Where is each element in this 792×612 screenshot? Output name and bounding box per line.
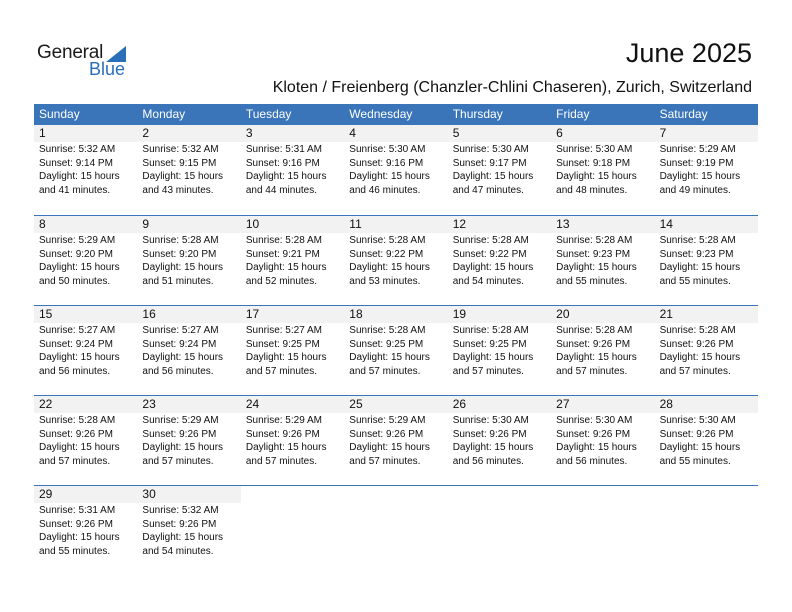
daylight-hours: Daylight: 15 hours [142, 262, 224, 273]
daylight-hours: Daylight: 15 hours [452, 352, 534, 363]
day-info [137, 233, 240, 288]
daylight-minutes: and 55 minutes. [39, 545, 111, 557]
sunset-time: Sunset: 9:19 PM [659, 157, 734, 169]
daylight-hours: Daylight: 15 hours [349, 262, 430, 273]
day-cell [448, 306, 551, 395]
daylight-hours: Daylight: 15 hours [349, 352, 430, 363]
daylight-hours: Daylight: 15 hours [556, 352, 637, 363]
sunrise-time: Sunrise: 5:29 AM [659, 144, 736, 155]
daylight-hours: Daylight: 15 hours [659, 352, 741, 363]
day-number: 30 [137, 486, 240, 503]
calendar-week-row [34, 395, 758, 485]
daylight-minutes: and 57 minutes. [245, 365, 318, 377]
sunset-time: Sunset: 9:15 PM [142, 157, 217, 169]
empty-day-cell [655, 486, 758, 575]
day-info [344, 323, 447, 378]
day-number: 26 [448, 396, 551, 413]
sunrise-time: Sunrise: 5:28 AM [556, 235, 633, 246]
sunset-time: Sunset: 9:17 PM [452, 157, 527, 169]
daylight-minutes: and 55 minutes. [556, 275, 628, 287]
day-cell [137, 125, 240, 215]
daylight-hours: Daylight: 15 hours [659, 442, 741, 453]
daylight-minutes: and 56 minutes. [39, 365, 111, 377]
day-info [551, 413, 654, 468]
day-number: 3 [241, 125, 344, 142]
weekday-thursday: Thursday [452, 107, 503, 121]
daylight-hours: Daylight: 15 hours [39, 442, 120, 453]
sunrise-time: Sunrise: 5:30 AM [556, 415, 633, 426]
day-number: 4 [344, 125, 447, 142]
day-cell [551, 306, 654, 395]
daylight-minutes: and 56 minutes. [142, 365, 214, 377]
sunset-time: Sunset: 9:25 PM [452, 338, 527, 350]
daylight-hours: Daylight: 15 hours [39, 171, 120, 182]
calendar-week-row [34, 305, 758, 395]
day-number: 2 [137, 125, 240, 142]
day-cell [448, 216, 551, 305]
day-number: 13 [551, 216, 654, 233]
day-number: 19 [448, 306, 551, 323]
day-cell [344, 306, 447, 395]
daylight-minutes: and 57 minutes. [349, 455, 421, 467]
sunrise-time: Sunrise: 5:29 AM [349, 415, 426, 426]
sunrise-time: Sunrise: 5:28 AM [556, 325, 633, 336]
day-cell [34, 125, 137, 215]
day-number: 10 [241, 216, 344, 233]
day-info [241, 233, 344, 288]
daylight-minutes: and 55 minutes. [659, 275, 731, 287]
empty-day-cell [551, 486, 654, 575]
day-info [655, 142, 758, 197]
daylight-hours: Daylight: 15 hours [39, 262, 120, 273]
daylight-hours: Daylight: 15 hours [245, 171, 327, 182]
daylight-minutes: and 47 minutes. [452, 184, 524, 196]
day-cell [655, 125, 758, 215]
daylight-hours: Daylight: 15 hours [142, 171, 224, 182]
day-info [448, 142, 551, 197]
weekday-saturday: Saturday [659, 107, 708, 121]
day-cell [241, 125, 344, 215]
daylight-minutes: and 43 minutes. [142, 184, 214, 196]
daylight-hours: Daylight: 15 hours [142, 352, 224, 363]
day-number: 9 [137, 216, 240, 233]
sunset-time: Sunset: 9:25 PM [349, 338, 424, 350]
day-cell [551, 216, 654, 305]
day-number: 28 [655, 396, 758, 413]
location-subtitle: Kloten / Freienberg (Chanzler-Chlini Chaseren), Zurich, Switzerland [272, 79, 752, 96]
day-number: 24 [241, 396, 344, 413]
daylight-hours: Daylight: 15 hours [556, 171, 637, 182]
day-info [448, 233, 551, 288]
logo-general-text: General [37, 42, 104, 63]
sunset-time: Sunset: 9:24 PM [39, 338, 113, 350]
daylight-hours: Daylight: 15 hours [39, 352, 120, 363]
daylight-hours: Daylight: 15 hours [452, 171, 534, 182]
sunrise-time: Sunrise: 5:29 AM [245, 415, 322, 426]
day-number: 18 [344, 306, 447, 323]
day-cell [448, 125, 551, 215]
page-title: June 2025 [625, 38, 752, 68]
calendar-week-row [34, 485, 758, 575]
daylight-hours: Daylight: 15 hours [349, 442, 430, 453]
day-cell [241, 306, 344, 395]
day-info [137, 142, 240, 197]
day-cell [551, 125, 654, 215]
day-info [344, 142, 447, 197]
sunset-time: Sunset: 9:26 PM [39, 518, 113, 530]
day-number: 22 [34, 396, 137, 413]
sunset-time: Sunset: 9:26 PM [659, 338, 734, 350]
daylight-minutes: and 57 minutes. [349, 365, 421, 377]
empty-day-cell [344, 486, 447, 575]
day-cell [137, 216, 240, 305]
sunset-time: Sunset: 9:23 PM [556, 248, 631, 260]
day-number: 14 [655, 216, 758, 233]
daylight-minutes: and 57 minutes. [452, 365, 524, 377]
daylight-minutes: and 50 minutes. [39, 275, 111, 287]
sunrise-time: Sunrise: 5:30 AM [452, 415, 529, 426]
day-cell [34, 306, 137, 395]
daylight-hours: Daylight: 15 hours [452, 442, 534, 453]
day-info [34, 233, 137, 288]
sunrise-time: Sunrise: 5:32 AM [39, 144, 116, 155]
sunrise-time: Sunrise: 5:30 AM [556, 144, 633, 155]
sunset-time: Sunset: 9:26 PM [556, 338, 631, 350]
day-cell [34, 396, 137, 485]
sunset-time: Sunset: 9:26 PM [556, 428, 631, 440]
daylight-hours: Daylight: 15 hours [556, 442, 637, 453]
day-number: 21 [655, 306, 758, 323]
day-number: 25 [344, 396, 447, 413]
sunset-time: Sunset: 9:16 PM [245, 157, 320, 169]
sunset-time: Sunset: 9:16 PM [349, 157, 424, 169]
day-cell [655, 396, 758, 485]
generalblue-logo [37, 42, 137, 82]
day-cell [655, 306, 758, 395]
daylight-hours: Daylight: 15 hours [142, 532, 224, 543]
day-cell [655, 216, 758, 305]
sunset-time: Sunset: 9:26 PM [39, 428, 113, 440]
day-number: 15 [34, 306, 137, 323]
day-number: 23 [137, 396, 240, 413]
day-info [344, 233, 447, 288]
weekday-sunday: Sunday [39, 107, 80, 121]
daylight-minutes: and 46 minutes. [349, 184, 421, 196]
sunrise-time: Sunrise: 5:30 AM [349, 144, 426, 155]
day-number: 29 [34, 486, 137, 503]
sunrise-time: Sunrise: 5:29 AM [39, 235, 116, 246]
daylight-minutes: and 56 minutes. [452, 455, 524, 467]
sunset-time: Sunset: 9:21 PM [245, 248, 320, 260]
day-info [551, 142, 654, 197]
daylight-hours: Daylight: 15 hours [452, 262, 534, 273]
daylight-hours: Daylight: 15 hours [245, 352, 327, 363]
day-info [241, 413, 344, 468]
daylight-minutes: and 57 minutes. [245, 455, 318, 467]
daylight-minutes: and 44 minutes. [245, 184, 318, 196]
weeks-container [34, 125, 758, 575]
day-cell [344, 125, 447, 215]
sunset-time: Sunset: 9:18 PM [556, 157, 631, 169]
day-info [448, 413, 551, 468]
sunset-time: Sunset: 9:26 PM [659, 428, 734, 440]
sunset-time: Sunset: 9:25 PM [245, 338, 320, 350]
day-cell [551, 396, 654, 485]
day-number: 11 [344, 216, 447, 233]
daylight-hours: Daylight: 15 hours [245, 262, 327, 273]
day-cell [137, 306, 240, 395]
day-info [344, 413, 447, 468]
day-number: 16 [137, 306, 240, 323]
daylight-minutes: and 48 minutes. [556, 184, 628, 196]
sunset-time: Sunset: 9:22 PM [452, 248, 527, 260]
daylight-minutes: and 53 minutes. [349, 275, 421, 287]
daylight-hours: Daylight: 15 hours [659, 262, 741, 273]
sunset-time: Sunset: 9:26 PM [349, 428, 424, 440]
day-info [34, 413, 137, 468]
day-number: 5 [448, 125, 551, 142]
sunrise-time: Sunrise: 5:32 AM [142, 144, 219, 155]
empty-day-cell [241, 486, 344, 575]
weekday-monday: Monday [142, 107, 186, 121]
sunset-time: Sunset: 9:23 PM [659, 248, 734, 260]
calendar-grid [34, 104, 758, 575]
day-number: 12 [448, 216, 551, 233]
sunrise-time: Sunrise: 5:28 AM [142, 235, 219, 246]
sunrise-time: Sunrise: 5:29 AM [142, 415, 219, 426]
sunset-time: Sunset: 9:20 PM [142, 248, 217, 260]
day-info [137, 503, 240, 558]
daylight-minutes: and 57 minutes. [659, 365, 731, 377]
day-info [34, 323, 137, 378]
sunrise-time: Sunrise: 5:28 AM [659, 235, 736, 246]
day-info [655, 323, 758, 378]
day-info [655, 413, 758, 468]
day-number: 27 [551, 396, 654, 413]
day-info [448, 323, 551, 378]
daylight-minutes: and 49 minutes. [659, 184, 731, 196]
sunset-time: Sunset: 9:20 PM [39, 248, 113, 260]
sunrise-time: Sunrise: 5:28 AM [452, 235, 529, 246]
daylight-minutes: and 52 minutes. [245, 275, 318, 287]
day-info [241, 142, 344, 197]
day-number: 6 [551, 125, 654, 142]
daylight-minutes: and 54 minutes. [142, 545, 214, 557]
sunrise-time: Sunrise: 5:28 AM [245, 235, 322, 246]
day-cell [137, 486, 240, 575]
sunset-time: Sunset: 9:26 PM [142, 518, 217, 530]
day-info [551, 323, 654, 378]
sunrise-time: Sunrise: 5:28 AM [349, 325, 426, 336]
sunset-time: Sunset: 9:22 PM [349, 248, 424, 260]
day-cell [344, 216, 447, 305]
sunrise-time: Sunrise: 5:30 AM [452, 144, 529, 155]
daylight-minutes: and 54 minutes. [452, 275, 524, 287]
daylight-minutes: and 56 minutes. [556, 455, 628, 467]
sunrise-time: Sunrise: 5:28 AM [659, 325, 736, 336]
daylight-minutes: and 57 minutes. [142, 455, 214, 467]
day-info [137, 323, 240, 378]
sunrise-time: Sunrise: 5:30 AM [659, 415, 736, 426]
day-cell [448, 396, 551, 485]
daylight-minutes: and 41 minutes. [39, 184, 111, 196]
day-info [137, 413, 240, 468]
day-number: 20 [551, 306, 654, 323]
daylight-hours: Daylight: 15 hours [556, 262, 637, 273]
daylight-minutes: and 51 minutes. [142, 275, 214, 287]
sunrise-time: Sunrise: 5:28 AM [39, 415, 116, 426]
sunrise-time: Sunrise: 5:31 AM [39, 505, 116, 516]
day-number: 8 [34, 216, 137, 233]
sunrise-time: Sunrise: 5:27 AM [142, 325, 219, 336]
day-info [551, 233, 654, 288]
calendar-week-row [34, 215, 758, 305]
day-number: 1 [34, 125, 137, 142]
sunrise-time: Sunrise: 5:28 AM [349, 235, 426, 246]
day-cell [344, 396, 447, 485]
day-cell [137, 396, 240, 485]
sunset-time: Sunset: 9:26 PM [142, 428, 217, 440]
sunrise-time: Sunrise: 5:31 AM [245, 144, 322, 155]
sunset-time: Sunset: 9:26 PM [452, 428, 527, 440]
sunset-time: Sunset: 9:14 PM [39, 157, 113, 169]
sunrise-time: Sunrise: 5:27 AM [245, 325, 322, 336]
weekday-header [34, 104, 758, 125]
day-info [241, 323, 344, 378]
sunset-time: Sunset: 9:26 PM [245, 428, 320, 440]
day-info [34, 142, 137, 197]
day-number: 17 [241, 306, 344, 323]
daylight-hours: Daylight: 15 hours [349, 171, 430, 182]
day-cell [241, 396, 344, 485]
weekday-tuesday: Tuesday [245, 107, 292, 121]
daylight-minutes: and 57 minutes. [556, 365, 628, 377]
daylight-minutes: and 57 minutes. [39, 455, 111, 467]
daylight-hours: Daylight: 15 hours [659, 171, 741, 182]
sunrise-time: Sunrise: 5:32 AM [142, 505, 219, 516]
day-cell [34, 216, 137, 305]
day-number: 7 [655, 125, 758, 142]
daylight-hours: Daylight: 15 hours [39, 532, 120, 543]
day-info [34, 503, 137, 558]
daylight-minutes: and 55 minutes. [659, 455, 731, 467]
day-cell [241, 216, 344, 305]
day-cell [34, 486, 137, 575]
sunrise-time: Sunrise: 5:27 AM [39, 325, 116, 336]
weekday-wednesday: Wednesday [349, 107, 413, 121]
sunrise-time: Sunrise: 5:28 AM [452, 325, 529, 336]
empty-day-cell [448, 486, 551, 575]
logo-blue-text: Blue [89, 59, 126, 79]
sunset-time: Sunset: 9:24 PM [142, 338, 217, 350]
daylight-hours: Daylight: 15 hours [142, 442, 224, 453]
daylight-hours: Daylight: 15 hours [245, 442, 327, 453]
weekday-friday: Friday [556, 107, 590, 121]
calendar-week-row [34, 125, 758, 215]
day-info [655, 233, 758, 288]
